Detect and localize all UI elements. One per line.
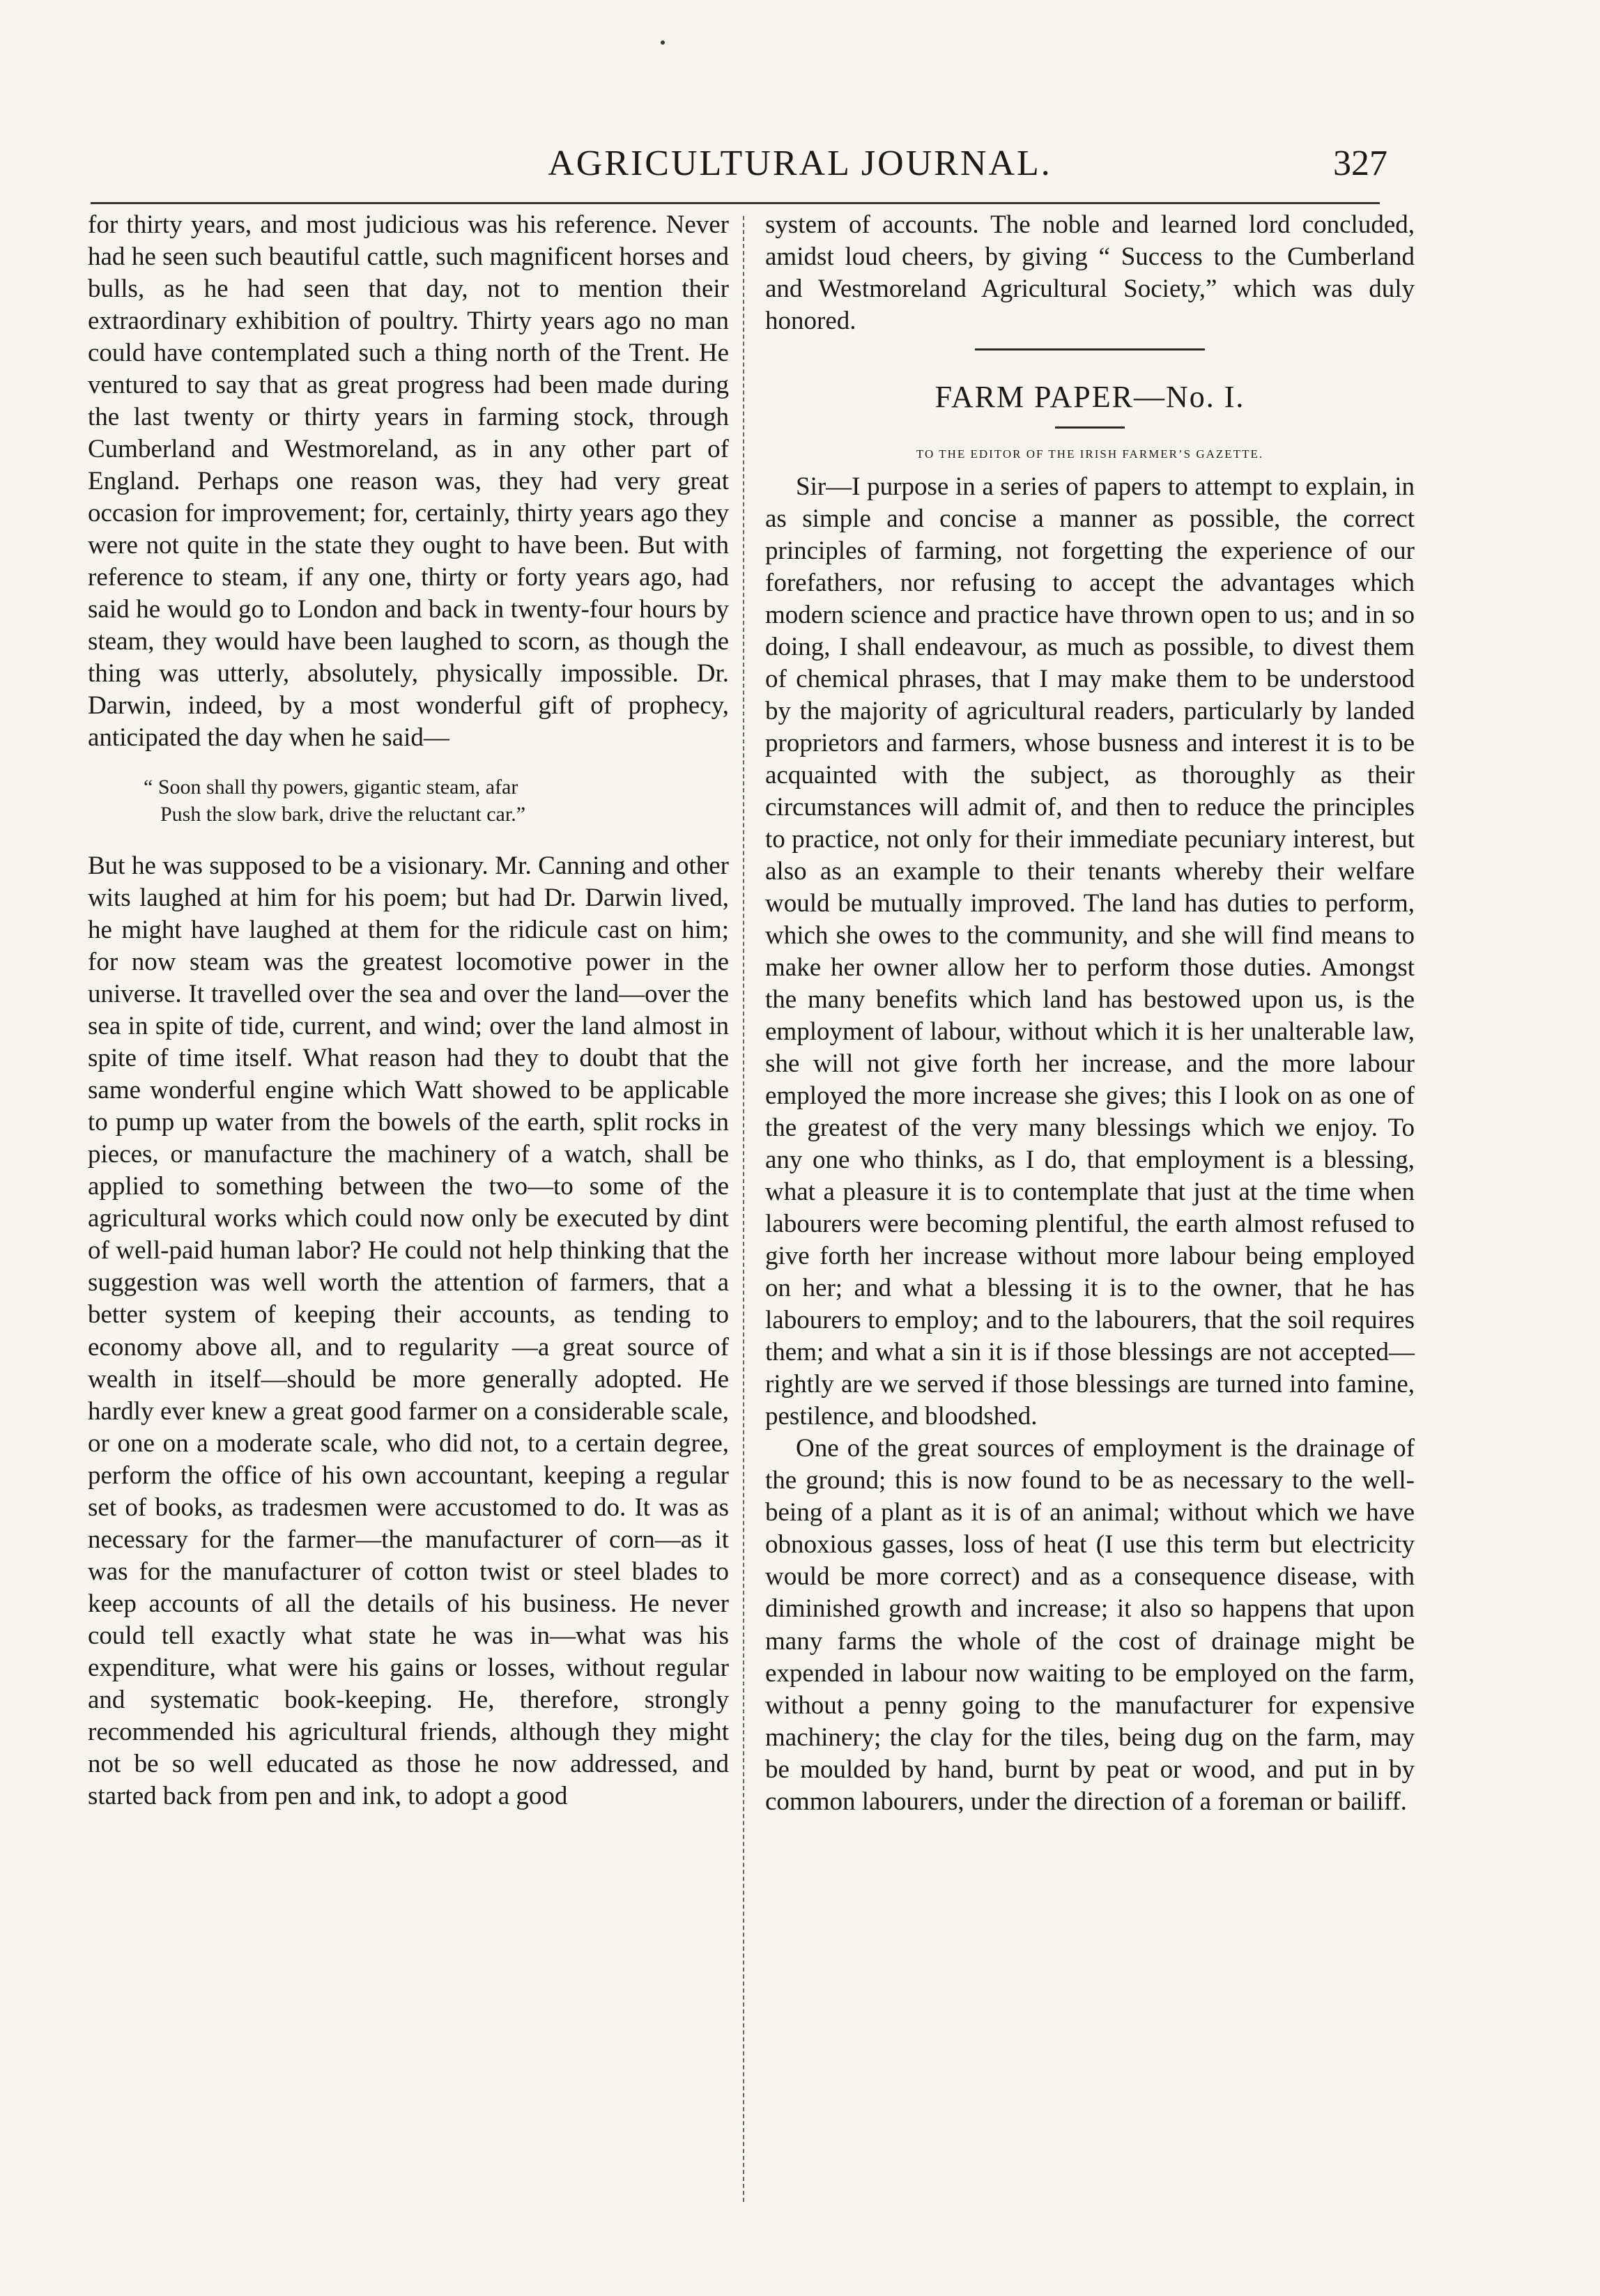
title-rule: [1055, 426, 1125, 429]
right-column: [765, 209, 1415, 1818]
quote-line-2: Push the slow bark, drive the reluctant car.”: [160, 803, 526, 826]
page-number: 327: [1333, 144, 1387, 183]
editor-address: TO THE EDITOR OF THE IRISH FARMER’S GAZETTE.: [916, 447, 1264, 461]
running-title: AGRICULTURAL JOURNAL.: [548, 144, 1052, 183]
quote-line-1: “ Soon shall thy powers, gigantic steam, afar: [144, 776, 518, 799]
left-paragraph-2: But he was supposed to be a visionary. Mr. Canning and other wits laughed at him for his poem; but had Dr. Darwin lived, he might have laughed at them for the ridicule cast on him; for now steam was the greatest locomotive power in the universe. It travelled over the sea and over the land—over the sea in spite of tide, current, and wind; over the land almost in spite of time itself. What reason had they to doubt that the same wonderful engine which Watt showed to be applicable to pump up water from the bowels of the earth, split rocks in pieces, or manufacture the machinery of a watch, shall be applied to something between the two—to some of the agricultural works which could now only be executed by dint of well-paid human labor? He could not help thinking that the suggestion was well worth the attention of farmers, that a better system of keeping their accounts, as tending to economy above all, and to regularity —a great source of wealth in itself—should be more generally adopted. He hardly ever knew a great good farmer on a considerable scale, or one on a moderate scale, who did not, to a certain degree, perform the office of his own accountant, keeping a regular set of books, as tradesmen were accustomed to do. It was as necessary for the farmer—the manufacturer of corn—as it was for the manufacturer of cotton twist or steel blades to keep accounts of all the details of his business. He never could tell exactly what state he was in—what was his expenditure, what were his gains or losses, without regular and systematic book-keeping. He, therefore, strongly recommended his agricultural friends, although they might not be so well educated as those he now addressed, and started back from pen and ink, to adopt a good: [88, 852, 729, 1810]
left-column: [88, 209, 729, 1812]
column-divider: [743, 216, 744, 2202]
poetry-quote: [88, 773, 729, 828]
print-speck: [661, 40, 665, 45]
right-paragraph-1: system of accounts. The noble and learned lord concluded, amidst loud cheers, by giving “ Success to the Cumberland and Westmoreland Agricultural Society,” which was duly honored.: [765, 210, 1415, 336]
page-header: [0, 143, 1600, 199]
section-title: FARM PAPER—No. I.: [934, 380, 1245, 415]
right-paragraph-2: Sir—I purpose in a series of papers to attempt to explain, in as simple and concise a manner as possible, the correct principles of farming, not forgetting the experience of our forefathers, nor refusing to accept the advantages which modern science and practice have thrown open to us; and in so doing, I shall endeavour, as much as possible, to divest them of chemical phrases, that I may make them to be understood by the majority of agricultural readers, particularly by landed proprietors and farmers, whose busness and interest it is to be acquainted with the subject, as thoroughly as their circumstances will admit of, and then to reduce the principles to practice, not only for their immediate pecuniary interest, but also as an example to their tenants whereby their welfare would be mutually improved. The land has duties to perform, which she owes to the community, and she will find means to make her owner allow her to perform those duties. Amongst the many benefits which land has bestowed upon us, is the employment of labour, without which it is her unalterable law, she will not give forth her increase, and the more labour employed the more increase she gives; this I look on as one of the greatest of the very many blessings which we enjoy. To any one who thinks, as I do, that employment is a blessing, what a pleasure it is to contemplate that just at the time when labourers were becoming plentiful, the earth almost refused to give forth her increase without more labour being employed on her; and what a blessing it is to the owner, that he has labourers to employ; and to the labourers, that the soil requires them; and what a sin it is if those blessings are not accepted—rightly are we served if those blessings are turned into famine, pestilence, and bloodshed.: [765, 472, 1415, 1431]
right-paragraph-3: One of the great sources of employment is the drainage of the ground; this is now found to be as necessary to the well-being of a plant as it is of an animal; without which we have obnoxious gasses, loss of heat (I use this term but electricity would be more correct) and as a consequence disease, with diminished growth and increase; it also so happens that upon many farms the whole of the cost of drainage might be expended in labour now waiting to be employed on the farm, without a penny going to the manufacturer for expensive machinery; the clay for the tiles, being dug on the farm, may be moulded by hand, burnt by peat or wood, and put in by common labourers, under the direction of a foreman or bailiff.: [765, 1434, 1415, 1816]
left-paragraph-1: for thirty years, and most judicious was his reference. Never had he seen such beautiful cattle, such magnificent horses and bulls, as he had seen that day, not to mention their extraordinary exhibition of poultry. Thirty years ago no man could have contemplated such a thing north of the Trent. He ventured to say that as great progress had been made during the last twenty or thirty years in farming stock, through Cumberland and Westmoreland, as in any other part of England. Perhaps one reason was, they had very great occasion for improvement; for, certainly, thirty years ago they were not quite in the state they ought to have been. But with reference to steam, if any one, thirty or forty years ago, had said he would go to London and back in twenty-four hours by steam, they would have been laughed to scorn, as though the thing was utterly, absolutely, physically impossible. Dr. Darwin, indeed, by a most wonderful gift of prophecy, anticipated the day when he said—: [88, 210, 729, 753]
section-separator: [975, 348, 1205, 350]
header-rule: [91, 202, 1380, 204]
